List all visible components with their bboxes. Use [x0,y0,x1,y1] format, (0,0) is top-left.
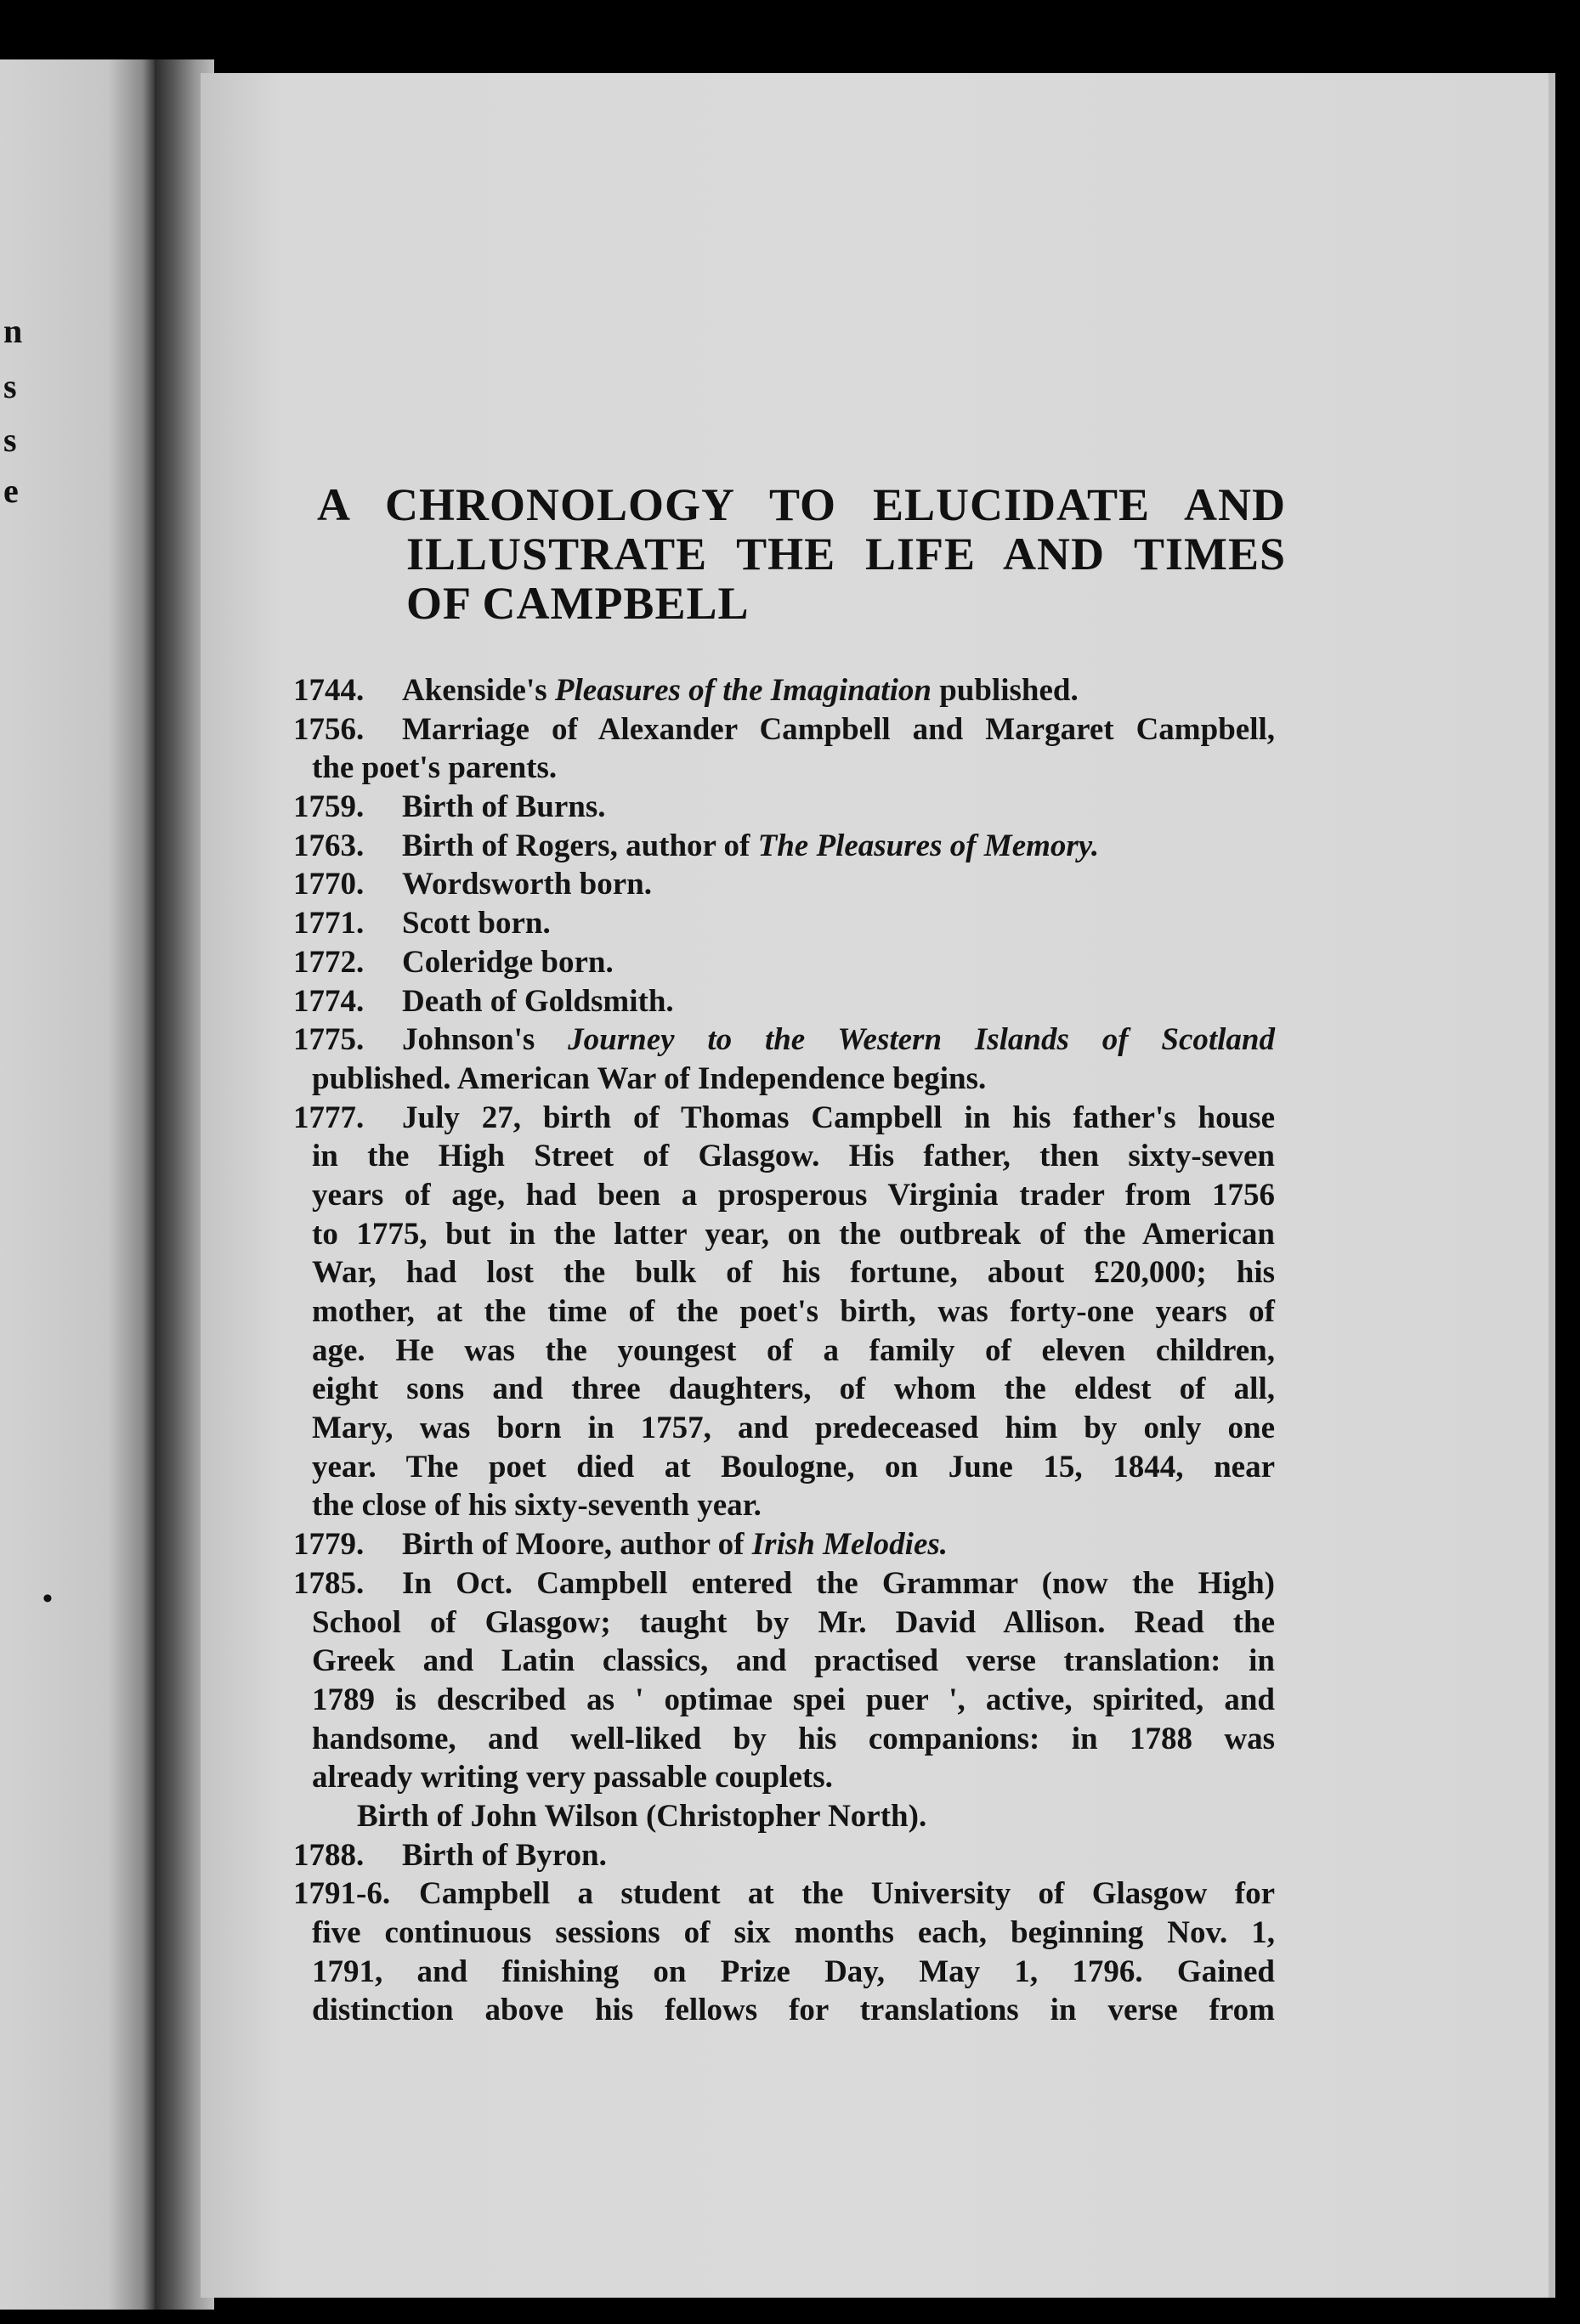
entry-continuation [293,1681,1275,1720]
entry-text: Coleridge born. [402,944,614,980]
entry-1756 [293,710,1275,749]
entry-year: 1791-6. [293,1876,391,1912]
entry-year: 1772. [293,944,365,980]
entry-continuation [293,1603,1275,1643]
entry-text: Birth of Moore, author of [402,1527,752,1563]
entry-continuation [293,1642,1275,1681]
entry-text: Death of Goldsmith. [402,983,674,1019]
entry-text: Birth of John Wilson (Christopher North). [357,1798,927,1834]
entry-text: handsome, and well-liked by his companions: in 1788 was [312,1721,1275,1756]
entry-text: already writing very passable couplets. [312,1760,833,1795]
entry-paragraph [293,1797,1275,1836]
entry-year: 1771. [293,906,365,941]
entry-text: Wordsworth born. [402,867,652,902]
entry-text: published. American War of Independence begins. [312,1060,987,1096]
entry-text: year. The poet died at Boulogne, on June 15, 1844, near [312,1449,1275,1484]
entry-1791-6 [293,1874,1275,1914]
entry-1772 [293,943,1275,982]
entry-year: 1777. [293,1100,365,1135]
entry-text: in the High Street of Glasgow. His father, then sixty-seven [312,1139,1275,1174]
entry-1785 [293,1564,1275,1603]
entry-1759 [293,788,1275,827]
entry-continuation [293,1292,1275,1332]
entry-continuation [293,1448,1275,1487]
entry-continuation [293,1370,1275,1409]
entry-text: July 27, birth of Thomas Campbell in his father's house [402,1100,1275,1135]
chronology-entries [293,671,1275,2030]
entry-text: Birth of Rogers, author of [402,828,758,863]
entry-text: Birth of Burns. [402,789,606,825]
entry-continuation [293,1332,1275,1371]
entry-text: age. He was the youngest of a family of eleven children, [312,1332,1275,1368]
entry-continuation [293,749,1275,788]
entry-continuation [293,1914,1275,1953]
entry-text: Campbell a student at the University of Glasgow for [419,1876,1275,1912]
entry-text: Birth of Byron. [402,1837,607,1873]
title-line-2: ILLUSTRATE THE LIFE AND TIMES [406,529,1286,580]
entry-year: 1763. [293,828,365,863]
entry-year: 1775. [293,1022,365,1058]
entry-1763 [293,827,1275,866]
entry-text: Scott born. [402,906,551,941]
entry-text: published. [931,673,1079,708]
entry-continuation [293,1991,1275,2030]
entry-continuation [293,1060,1275,1099]
entry-continuation [293,1409,1275,1448]
entry-text: War, had lost the bulk of his fortune, about £20,000; his [312,1255,1275,1291]
book-title: Irish Melodies. [751,1527,949,1563]
entry-text: distinction above his fellows for translations in verse from [312,1993,1275,2028]
entry-text: Mary, was born in 1757, and predeceased him by only one [312,1411,1275,1446]
entry-continuation [293,1953,1275,1992]
entry-1777 [293,1099,1275,1138]
entry-text: five continuous sessions of six months each, beginning Nov. 1, [312,1915,1275,1950]
entry-year: 1779. [293,1527,365,1563]
entry-text: years of age, had been a prosperous Virginia trader from 1756 [312,1177,1275,1213]
chapter-title [317,480,1294,628]
entry-year: 1744. [293,673,365,708]
entry-text: Akenside's [402,673,555,708]
entry-text: In Oct. Campbell entered the Grammar (now the High) [402,1565,1275,1601]
book-title: Pleasures of the Imagination [554,673,932,708]
title-line-1: A CHRONOLOGY TO ELUCIDATE AND [317,479,1286,530]
entry-text: to 1775, but in the latter year, on the outbreak of the American [312,1216,1275,1252]
entry-text: eight sons and three daughters, of whom the eldest of all, [312,1371,1275,1407]
entry-text: the poet's parents. [312,750,558,786]
left-page-fragment: n [3,312,23,350]
left-page-stray-mark: • [42,1583,53,1614]
entry-continuation [293,1215,1275,1254]
entry-1779 [293,1525,1275,1564]
entry-continuation [293,1253,1275,1292]
entry-continuation [293,1176,1275,1215]
entry-text: 1789 is described as ' optimae spei puer ', active, spirited, and [312,1682,1275,1717]
entry-text: the close of his sixty-seventh year. [312,1488,762,1524]
entry-1775 [293,1021,1275,1060]
left-page-fragment: s [3,421,17,459]
title-line-3: OF CAMPBELL [406,578,750,629]
entry-year: 1785. [293,1565,365,1601]
book-title: Journey to the Western Islands of Scotland [568,1022,1275,1058]
entry-text: Greek and Latin classics, and practised verse translation: in [312,1643,1275,1679]
entry-continuation [293,1758,1275,1797]
entry-year: 1759. [293,789,365,825]
entry-text: Marriage of Alexander Campbell and Margaret Campbell, [402,711,1275,747]
entry-text: Johnson's [402,1022,569,1058]
entry-1744 [293,671,1275,710]
entry-year: 1756. [293,711,365,747]
left-page-fragment: e [3,472,19,510]
left-page-fragment: s [3,367,17,405]
entry-year: 1774. [293,983,365,1019]
entry-continuation [293,1720,1275,1759]
left-page-edge [0,59,155,2310]
entry-1771 [293,904,1275,943]
entry-year: 1770. [293,867,365,902]
entry-continuation [293,1486,1275,1525]
entry-1788 [293,1836,1275,1875]
entry-text: mother, at the time of the poet's birth, was forty-one years of [312,1294,1275,1329]
entry-continuation [293,1137,1275,1176]
entry-1770 [293,865,1275,904]
book-title: The Pleasures of Memory. [757,828,1100,863]
entry-1774 [293,982,1275,1021]
entry-year: 1788. [293,1837,365,1873]
entry-text: School of Glasgow; taught by Mr. David Allison. Read the [312,1604,1275,1640]
entry-text: 1791, and finishing on Prize Day, May 1, 1796. Gained [312,1954,1275,1989]
